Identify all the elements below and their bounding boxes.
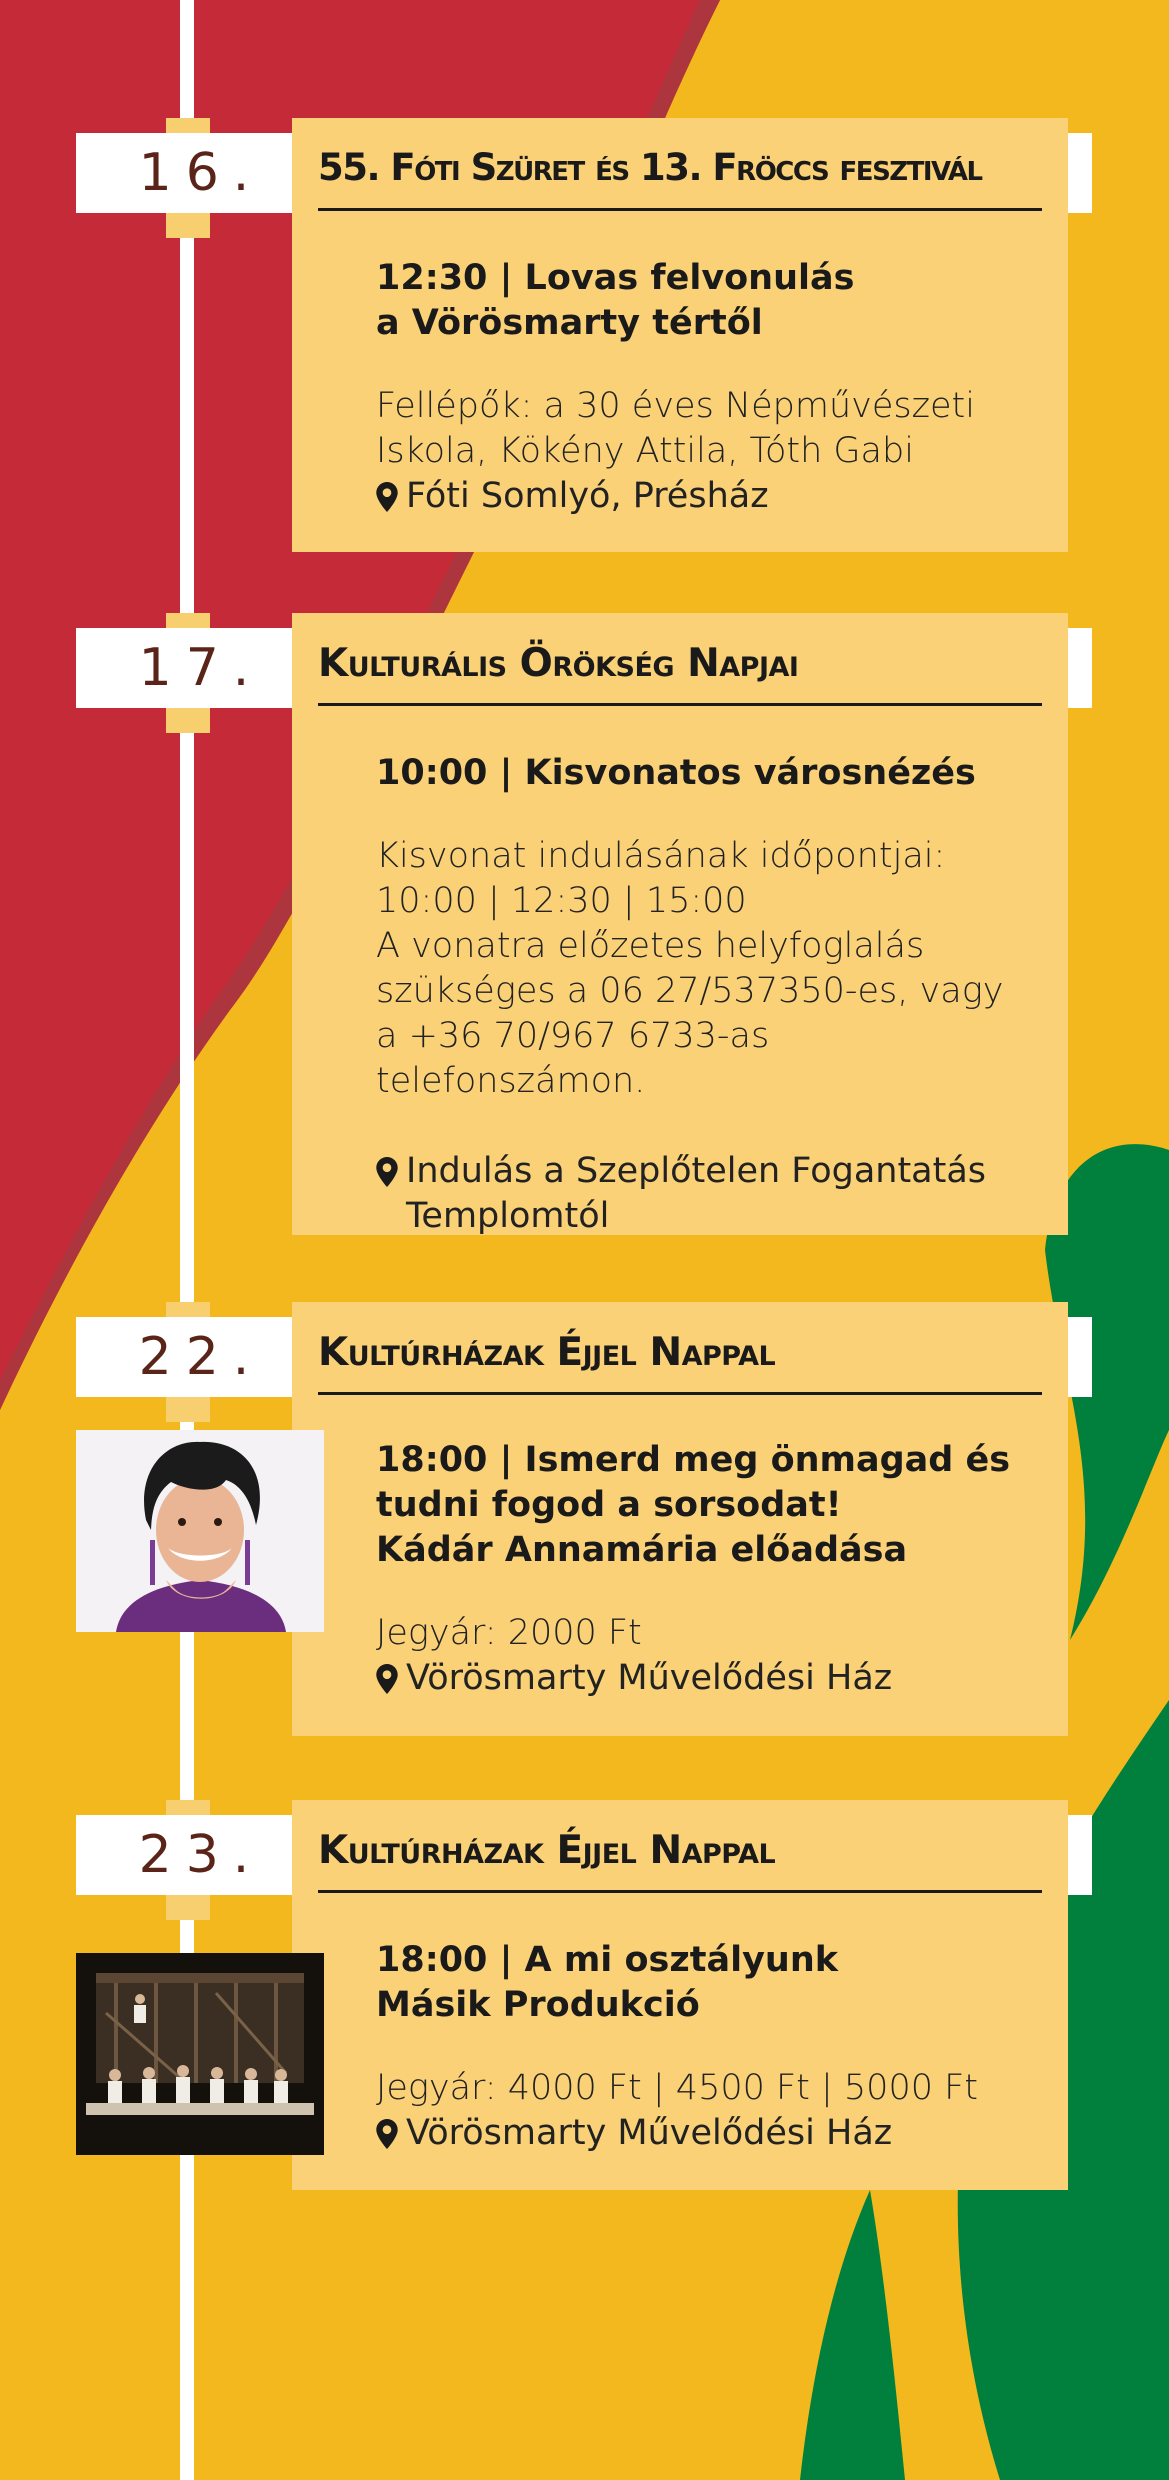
map-pin-icon xyxy=(376,482,398,512)
map-pin-icon xyxy=(376,1157,398,1187)
location-line: Vörösmarty Művelődési Ház xyxy=(406,1658,893,1698)
info-line: Fellépők: a 30 éves Népművészeti xyxy=(376,386,975,426)
map-pin-icon xyxy=(376,1664,398,1694)
event-info xyxy=(376,834,1048,1104)
location-line: Fóti Somlyó, Présház xyxy=(406,476,769,516)
info-line: Iskola, Kökény Attila, Tóth Gabi xyxy=(376,431,914,471)
event-location xyxy=(376,1149,1048,1239)
event-title: Kultúrházak Éjjel Nappal xyxy=(318,1828,776,1873)
event-info xyxy=(376,384,1048,474)
event-title: Kultúrházak Éjjel Nappal xyxy=(318,1330,776,1375)
event-date: 17. xyxy=(138,638,264,698)
headline-line: 12:30 | Lovas felvonulás xyxy=(376,258,855,298)
info-line: Jegyár: 2000 Ft xyxy=(376,1613,642,1653)
event-title: 55. Fóti Szüret és 13. Fröccs fesztivál xyxy=(318,146,982,189)
event-headline xyxy=(376,256,1048,346)
headline-line: Másik Produkció xyxy=(376,1985,700,2025)
info-line: 10:00 | 12:30 | 15:00 xyxy=(376,881,747,921)
info-line: A vonatra előzetes helyfoglalás xyxy=(376,926,925,966)
event-card xyxy=(292,118,1068,552)
info-line: Kisvonat indulásának időpontjai: xyxy=(376,836,946,876)
portrait-photo xyxy=(76,1430,324,1632)
headline-line: a Vörösmarty tértől xyxy=(376,303,763,343)
event-date: 16. xyxy=(138,143,264,203)
headline-line: 18:00 | A mi osztályunk xyxy=(376,1940,839,1980)
title-divider xyxy=(318,1392,1042,1395)
title-divider xyxy=(318,208,1042,211)
event-date: 23. xyxy=(138,1825,264,1885)
headline-line: tudni fogod a sorsodat! xyxy=(376,1485,842,1525)
location-line: Indulás a Szeplőtelen Fogantatás xyxy=(406,1151,987,1191)
event-card xyxy=(292,1302,1068,1736)
title-divider xyxy=(318,703,1042,706)
event-info xyxy=(376,2066,1048,2111)
location-line: Templomtól xyxy=(406,1196,610,1236)
event-info xyxy=(376,1611,1048,1656)
headline-line: 10:00 | Kisvonatos városnézés xyxy=(376,753,976,793)
theatre-stage-photo xyxy=(76,1953,324,2155)
event-headline xyxy=(376,1938,1048,2028)
event-card xyxy=(292,1800,1068,2190)
map-pin-icon xyxy=(376,2119,398,2149)
event-headline xyxy=(376,751,1048,796)
event-date: 22. xyxy=(138,1327,264,1387)
info-line: Jegyár: 4000 Ft | 4500 Ft | 5000 Ft xyxy=(376,2068,978,2108)
event-location xyxy=(376,1656,1048,1701)
event-location xyxy=(376,474,1048,519)
event-title: Kulturális Örökség Napjai xyxy=(318,641,799,686)
info-line: a +36 70/967 6733-as telefonszámon. xyxy=(376,1016,770,1101)
info-line: szükséges a 06 27/537350-es, vagy xyxy=(376,971,1004,1011)
event-location xyxy=(376,2111,1048,2156)
title-divider xyxy=(318,1890,1042,1893)
event-headline xyxy=(376,1438,1048,1573)
location-line: Vörösmarty Művelődési Ház xyxy=(406,2113,893,2153)
headline-line: Kádár Annamária előadása xyxy=(376,1530,908,1570)
headline-line: 18:00 | Ismerd meg önmagad és xyxy=(376,1440,1011,1480)
event-card xyxy=(292,613,1068,1235)
